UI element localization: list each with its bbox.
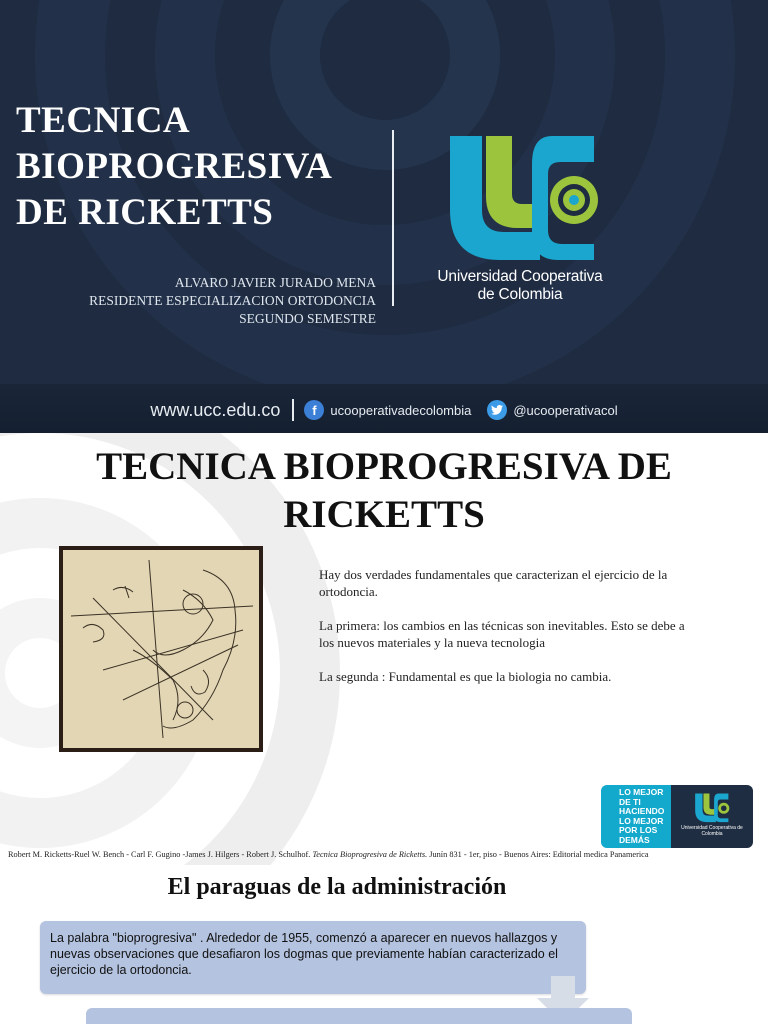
reference-citation: [8, 850, 768, 859]
slogan-line: POR LOS: [619, 825, 658, 835]
paragraph: La primera: los cambios en las técnicas son inevitables. Esto se debe a los nuevos materiales y la nueva tecnologia: [319, 618, 685, 650]
ucc-logo-icon: [448, 134, 598, 264]
website-link[interactable]: www.ucc.edu.co: [150, 399, 281, 420]
title-line: BIOPROGRESIVA: [16, 146, 333, 187]
title-line: TECNICA: [16, 100, 191, 141]
author-role: RESIDENTE ESPECIALIZACION ORTODONCIA: [89, 293, 376, 308]
author-name: ALVARO JAVIER JURADO MENA: [174, 275, 376, 290]
slogan-line: LO MEJOR: [619, 787, 664, 797]
citation-book: Tecnica Bioprogresiva de Ricketts.: [312, 850, 428, 859]
definition-box: La palabra "bioprogresiva" . Alrededor de 1955, comenzó a aparecer en nuevos hallazgos y nuevas observaciones que desafiaron los dogmas que previamente habían caracterizado el ejercicio de la ortodoncia.: [40, 921, 586, 994]
tracing-drawing: [63, 550, 259, 748]
slogan-line: DE TI: [619, 796, 641, 807]
citation-authors: Robert M. Ricketts-Ruel W. Bench - Carl F. Gugino -James J. Hilgers - Robert J. Schulhof.: [8, 850, 311, 859]
ucc-slogan-badge: [601, 785, 753, 848]
intro-slide: [0, 433, 768, 865]
title-line: DE RICKETTS: [16, 192, 274, 233]
badge-slogan: [601, 785, 671, 848]
badge-logo: [671, 785, 753, 848]
badge-university-name: Universidad Cooperativa de Colombia: [681, 825, 743, 837]
author-block: [89, 274, 376, 328]
next-box: [86, 1008, 632, 1024]
university-name-line: de Colombia: [477, 286, 563, 303]
presentation-title: [16, 98, 376, 236]
citation-publisher: Junín 831 - 1er, piso - Buenos Aires: Editorial medica Panamerica: [429, 850, 649, 859]
umbrella-slide: [0, 865, 768, 1024]
author-semester: SEGUNDO SEMESTRE: [239, 311, 376, 326]
title-slide: [0, 0, 768, 433]
footer-separator: [292, 399, 294, 421]
twitter-icon: [487, 400, 507, 420]
facebook-handle[interactable]: ucooperativadecolombia: [330, 402, 472, 418]
slide-title: [0, 443, 768, 539]
slogan-line: DEMÁS: [619, 834, 650, 845]
university-name-line: Universidad Cooperativa: [437, 268, 603, 285]
paragraph: La segunda : Fundamental es que la biologia no cambia.: [319, 669, 612, 684]
slide-body-text: [319, 566, 699, 702]
cephalometric-tracing-image: [59, 546, 263, 752]
footer-bar: [0, 396, 768, 424]
facebook-icon: f: [304, 400, 324, 420]
slogan-line: LO MEJOR: [619, 815, 664, 826]
paragraph: Hay dos verdades fundamentales que caracterizan el ejercicio de la ortodoncia.: [319, 567, 668, 599]
ucc-mini-logo-icon: [694, 793, 730, 823]
vertical-divider: [392, 130, 394, 306]
slide-title-line: TECNICA BIOPROGRESIVA DE: [96, 445, 672, 488]
slogan-line: HACIENDO: [619, 806, 665, 816]
slide-title: El paraguas de la administración: [167, 874, 507, 900]
twitter-handle[interactable]: @ucooperativacol: [513, 402, 618, 418]
university-name: [420, 268, 620, 304]
slide-title-line: RICKETTS: [283, 493, 485, 536]
